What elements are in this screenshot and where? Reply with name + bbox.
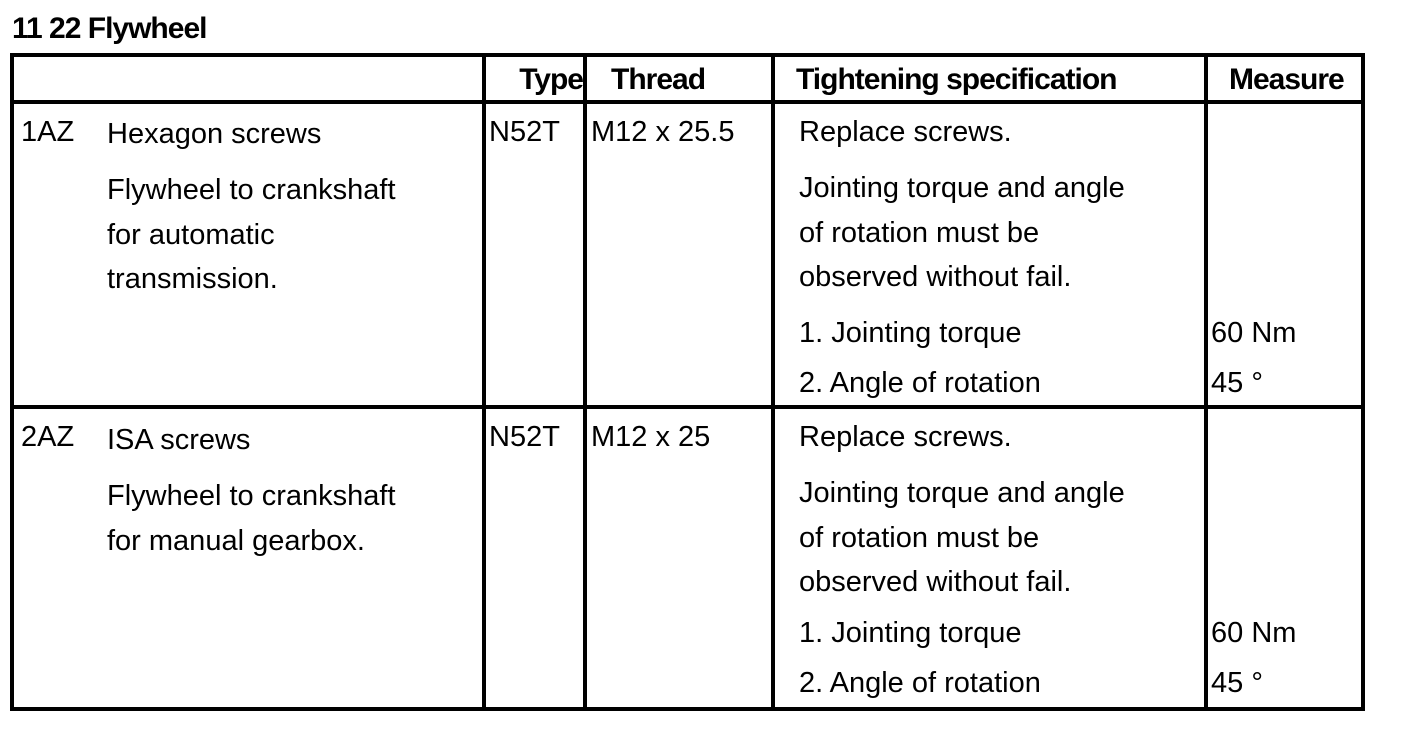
header-tightening-specification: Tightening specification [796,63,1117,96]
spec-note: Replace screws. [799,116,1012,148]
header-thread: Thread [611,63,706,96]
row-description: for manual gearbox. [107,525,365,557]
spec-note: Replace screws. [799,421,1012,453]
step-value: 60 Nm [1211,317,1297,349]
spec-description: Jointing torque and angle [799,477,1125,509]
step-label: 1. Jointing torque [799,317,1022,349]
row-code: 1AZ [21,116,75,148]
spec-description: of rotation must be [799,522,1040,554]
table-divider [771,53,775,711]
row-thread: M12 x 25.5 [591,116,735,148]
row-description: Flywheel to crankshaft [107,174,396,206]
step-value: 45 ° [1211,667,1263,699]
step-label: 2. Angle of rotation [799,367,1041,399]
row-code: 2AZ [21,421,75,453]
spec-description: Jointing torque and angle [799,172,1125,204]
row-description: for automatic [107,219,275,251]
spec-description: observed without fail. [799,566,1072,598]
page-title: 11 22 Flywheel [12,12,207,45]
step-label: 2. Angle of rotation [799,667,1041,699]
row-part: Hexagon screws [107,118,322,150]
row-thread: M12 x 25 [591,421,711,453]
row-description: transmission. [107,263,278,295]
step-value: 60 Nm [1211,617,1297,649]
header-measure: Measure [1229,63,1344,96]
spec-description: observed without fail. [799,261,1072,293]
header-type: Type [519,63,583,96]
row-part: ISA screws [107,424,251,456]
header-blank [14,57,482,102]
step-value: 45 ° [1211,367,1263,399]
spec-description: of rotation must be [799,217,1040,249]
table-divider [10,405,1365,409]
step-label: 1. Jointing torque [799,617,1022,649]
row-type: N52T [489,116,560,148]
row-type: N52T [489,421,560,453]
table-divider [583,53,587,711]
row-description: Flywheel to crankshaft [107,480,396,512]
table-divider [1204,53,1208,711]
table-divider [482,53,486,711]
